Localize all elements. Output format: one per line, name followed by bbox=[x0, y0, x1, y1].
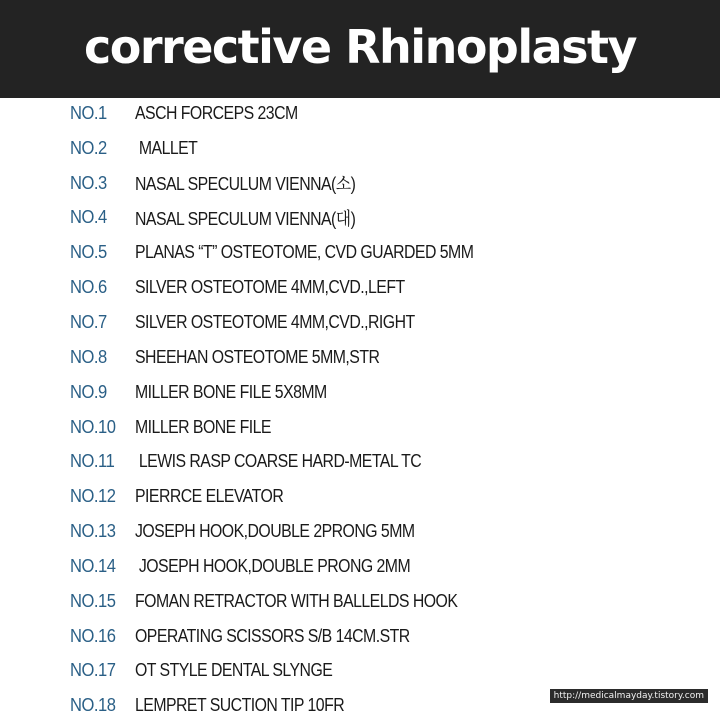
instrument-name: LEWIS RASP COARSE HARD-METAL TC bbox=[135, 451, 422, 472]
instrument-number: NO.2 bbox=[70, 137, 107, 158]
instrument-name: JOSEPH HOOK,DOUBLE PRONG 2MM bbox=[135, 555, 411, 576]
instrument-number: NO.13 bbox=[70, 521, 116, 542]
instrument-number: NO.12 bbox=[70, 486, 116, 507]
instrument-number: NO.7 bbox=[70, 311, 107, 332]
instrument-row bbox=[0, 305, 720, 340]
instrument-number: NO.16 bbox=[70, 625, 116, 646]
instrument-row bbox=[0, 340, 720, 375]
instrument-number: NO.14 bbox=[70, 555, 116, 576]
instrument-name: NASAL SPECULUM VIENNA(소) bbox=[135, 174, 356, 195]
instrument-name: NASAL SPECULUM VIENNA(대) bbox=[135, 208, 356, 229]
instrument-number: NO.11 bbox=[70, 451, 115, 472]
instrument-name: LEMPRET SUCTION TIP 10FR bbox=[135, 695, 345, 716]
instrument-number: NO.9 bbox=[70, 381, 107, 402]
instrument-name: SHEEHAN OSTEOTOME 5MM,STR bbox=[135, 346, 380, 367]
instrument-name: MALLET bbox=[135, 137, 198, 158]
instrument-name: SILVER OSTEOTOME 4MM,CVD.,RIGHT bbox=[135, 311, 415, 332]
header-bar bbox=[0, 0, 720, 98]
instrument-number: NO.1 bbox=[70, 102, 107, 123]
instrument-row bbox=[0, 235, 720, 270]
instrument-number: NO.18 bbox=[70, 695, 116, 716]
instrument-number: NO.6 bbox=[70, 277, 107, 298]
instrument-name: ASCH FORCEPS 23CM bbox=[135, 102, 298, 123]
instrument-row bbox=[0, 270, 720, 305]
instrument-number: NO.4 bbox=[70, 207, 107, 228]
instrument-row bbox=[0, 619, 720, 654]
instrument-row bbox=[0, 166, 720, 201]
instrument-name: PIERRCE ELEVATOR bbox=[135, 486, 284, 507]
instrument-name: JOSEPH HOOK,DOUBLE 2PRONG 5MM bbox=[135, 521, 415, 542]
instrument-row bbox=[0, 375, 720, 410]
instrument-row bbox=[0, 514, 720, 549]
instrument-name: SILVER OSTEOTOME 4MM,CVD.,LEFT bbox=[135, 277, 405, 298]
instrument-row bbox=[0, 584, 720, 619]
instrument-number: NO.17 bbox=[70, 660, 116, 681]
instrument-row bbox=[0, 444, 720, 479]
instrument-name: OPERATING SCISSORS S/B 14CM.STR bbox=[135, 625, 410, 646]
instrument-name: OT STYLE DENTAL SLYNGE bbox=[135, 660, 333, 681]
instrument-number: NO.8 bbox=[70, 346, 107, 367]
instrument-name: MILLER BONE FILE bbox=[135, 416, 271, 437]
instrument-row bbox=[0, 479, 720, 514]
instrument-number: NO.10 bbox=[70, 416, 116, 437]
instrument-list bbox=[0, 96, 720, 723]
instrument-row bbox=[0, 654, 720, 689]
source-url-watermark: http://medicalmayday.tistory.com bbox=[550, 689, 708, 703]
page-title: corrective Rhinoplasty bbox=[83, 20, 637, 74]
instrument-name: FOMAN RETRACTOR WITH BALLELDS HOOK bbox=[135, 590, 458, 611]
instrument-row bbox=[0, 549, 720, 584]
instrument-name: MILLER BONE FILE 5X8MM bbox=[135, 381, 327, 402]
instrument-number: NO.15 bbox=[70, 590, 116, 611]
instrument-row bbox=[0, 96, 720, 131]
instrument-row bbox=[0, 410, 720, 445]
instrument-number: NO.3 bbox=[70, 172, 107, 193]
instrument-row bbox=[0, 131, 720, 166]
instrument-name: PLANAS “T” OSTEOTOME, CVD GUARDED 5MM bbox=[135, 242, 474, 263]
instrument-row bbox=[0, 201, 720, 236]
instrument-number: NO.5 bbox=[70, 242, 107, 263]
